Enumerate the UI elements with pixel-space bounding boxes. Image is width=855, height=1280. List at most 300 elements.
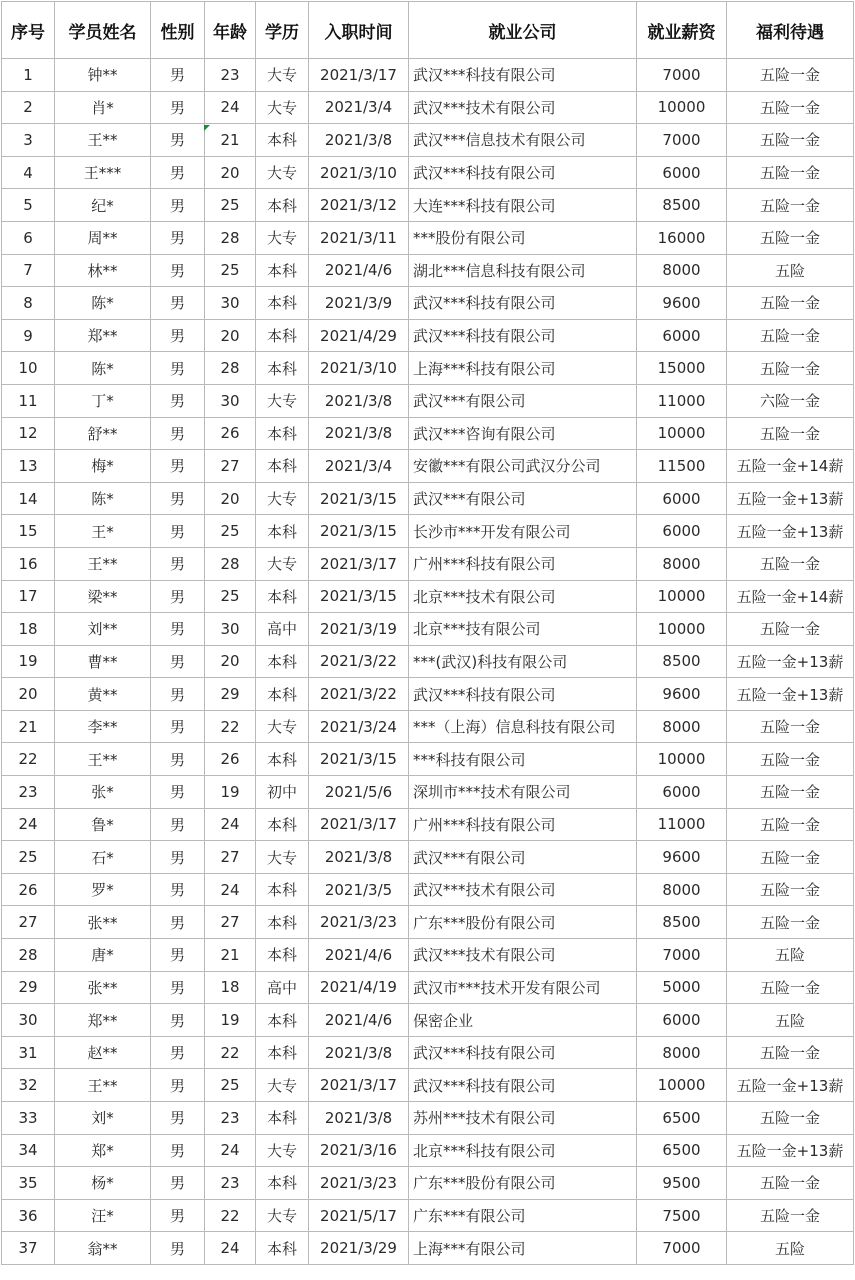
cell-education[interactable]: 本科 bbox=[256, 873, 309, 906]
cell-gender[interactable]: 男 bbox=[151, 59, 205, 92]
cell-salary[interactable]: 10000 bbox=[637, 417, 727, 450]
cell-gender[interactable]: 男 bbox=[151, 808, 205, 841]
cell-company[interactable]: 武汉***科技有限公司 bbox=[409, 59, 637, 92]
cell-benefits[interactable]: 五险一金 bbox=[727, 417, 854, 450]
cell-education[interactable]: 大专 bbox=[256, 156, 309, 189]
cell-student-name[interactable]: 鲁* bbox=[55, 808, 151, 841]
cell-serial-number[interactable]: 26 bbox=[2, 873, 55, 906]
cell-benefits[interactable]: 五险一金 bbox=[727, 1036, 854, 1069]
cell-age[interactable]: 24 bbox=[205, 1232, 256, 1265]
cell-education[interactable]: 本科 bbox=[256, 319, 309, 352]
cell-age[interactable]: 19 bbox=[205, 1004, 256, 1037]
cell-age[interactable]: 18 bbox=[205, 971, 256, 1004]
cell-gender[interactable]: 男 bbox=[151, 710, 205, 743]
cell-gender[interactable]: 男 bbox=[151, 873, 205, 906]
cell-education[interactable]: 大专 bbox=[256, 1069, 309, 1102]
cell-student-name[interactable]: 舒** bbox=[55, 417, 151, 450]
cell-salary[interactable]: 9600 bbox=[637, 841, 727, 874]
cell-education[interactable]: 大专 bbox=[256, 841, 309, 874]
cell-education[interactable]: 高中 bbox=[256, 971, 309, 1004]
cell-hire-date[interactable]: 2021/3/10 bbox=[309, 156, 409, 189]
cell-serial-number[interactable]: 9 bbox=[2, 319, 55, 352]
cell-gender[interactable]: 男 bbox=[151, 971, 205, 1004]
cell-company[interactable]: 北京***科技有限公司 bbox=[409, 1134, 637, 1167]
cell-student-name[interactable]: 郑* bbox=[55, 1134, 151, 1167]
cell-company[interactable]: ***股份有限公司 bbox=[409, 221, 637, 254]
cell-benefits[interactable]: 五险一金 bbox=[727, 1167, 854, 1200]
cell-salary[interactable]: 7500 bbox=[637, 1199, 727, 1232]
cell-company[interactable]: 武汉***有限公司 bbox=[409, 482, 637, 515]
cell-salary[interactable]: 9500 bbox=[637, 1167, 727, 1200]
cell-company[interactable]: 武汉***有限公司 bbox=[409, 841, 637, 874]
cell-education[interactable]: 本科 bbox=[256, 1167, 309, 1200]
cell-benefits[interactable]: 五险 bbox=[727, 1004, 854, 1037]
cell-company[interactable]: 广东***有限公司 bbox=[409, 1199, 637, 1232]
cell-hire-date[interactable]: 2021/3/23 bbox=[309, 1167, 409, 1200]
cell-education[interactable]: 本科 bbox=[256, 580, 309, 613]
cell-age[interactable]: 24 bbox=[205, 1134, 256, 1167]
cell-education[interactable]: 大专 bbox=[256, 59, 309, 92]
cell-age[interactable]: 21 bbox=[205, 124, 256, 157]
cell-salary[interactable]: 15000 bbox=[637, 352, 727, 385]
cell-gender[interactable]: 男 bbox=[151, 221, 205, 254]
cell-serial-number[interactable]: 5 bbox=[2, 189, 55, 222]
cell-hire-date[interactable]: 2021/4/19 bbox=[309, 971, 409, 1004]
cell-hire-date[interactable]: 2021/3/8 bbox=[309, 1102, 409, 1135]
cell-gender[interactable]: 男 bbox=[151, 743, 205, 776]
cell-age[interactable]: 28 bbox=[205, 352, 256, 385]
cell-hire-date[interactable]: 2021/3/24 bbox=[309, 710, 409, 743]
cell-education[interactable]: 大专 bbox=[256, 1134, 309, 1167]
cell-benefits[interactable]: 五险一金 bbox=[727, 221, 854, 254]
cell-hire-date[interactable]: 2021/3/8 bbox=[309, 841, 409, 874]
cell-education[interactable]: 初中 bbox=[256, 776, 309, 809]
cell-company[interactable]: 长沙市***开发有限公司 bbox=[409, 515, 637, 548]
cell-education[interactable]: 本科 bbox=[256, 352, 309, 385]
cell-gender[interactable]: 男 bbox=[151, 482, 205, 515]
cell-age[interactable]: 21 bbox=[205, 939, 256, 972]
cell-salary[interactable]: 11500 bbox=[637, 450, 727, 483]
cell-company[interactable]: 大连***科技有限公司 bbox=[409, 189, 637, 222]
cell-salary[interactable]: 10000 bbox=[637, 743, 727, 776]
cell-company[interactable]: 武汉***科技有限公司 bbox=[409, 678, 637, 711]
cell-benefits[interactable]: 五险一金 bbox=[727, 971, 854, 1004]
cell-hire-date[interactable]: 2021/3/19 bbox=[309, 613, 409, 646]
cell-age[interactable]: 23 bbox=[205, 1167, 256, 1200]
cell-salary[interactable]: 5000 bbox=[637, 971, 727, 1004]
cell-company[interactable]: 深圳市***技术有限公司 bbox=[409, 776, 637, 809]
cell-student-name[interactable]: 王*** bbox=[55, 156, 151, 189]
cell-serial-number[interactable]: 37 bbox=[2, 1232, 55, 1265]
cell-age[interactable]: 24 bbox=[205, 873, 256, 906]
cell-benefits[interactable]: 五险一金 bbox=[727, 873, 854, 906]
cell-salary[interactable]: 10000 bbox=[637, 613, 727, 646]
cell-company[interactable]: 武汉***科技有限公司 bbox=[409, 319, 637, 352]
cell-salary[interactable]: 6500 bbox=[637, 1102, 727, 1135]
cell-benefits[interactable]: 五险一金 bbox=[727, 156, 854, 189]
cell-student-name[interactable]: 王* bbox=[55, 515, 151, 548]
cell-benefits[interactable]: 五险 bbox=[727, 1232, 854, 1265]
cell-gender[interactable]: 男 bbox=[151, 613, 205, 646]
cell-benefits[interactable]: 五险一金 bbox=[727, 776, 854, 809]
cell-benefits[interactable]: 六险一金 bbox=[727, 384, 854, 417]
cell-company[interactable]: 武汉***科技有限公司 bbox=[409, 1036, 637, 1069]
cell-serial-number[interactable]: 4 bbox=[2, 156, 55, 189]
header-education[interactable]: 学历 bbox=[256, 2, 309, 59]
cell-serial-number[interactable]: 20 bbox=[2, 678, 55, 711]
cell-hire-date[interactable]: 2021/3/8 bbox=[309, 124, 409, 157]
cell-education[interactable]: 大专 bbox=[256, 547, 309, 580]
cell-serial-number[interactable]: 8 bbox=[2, 287, 55, 320]
cell-hire-date[interactable]: 2021/3/15 bbox=[309, 580, 409, 613]
cell-salary[interactable]: 6000 bbox=[637, 482, 727, 515]
cell-age[interactable]: 23 bbox=[205, 1102, 256, 1135]
cell-student-name[interactable]: 钟** bbox=[55, 59, 151, 92]
cell-serial-number[interactable]: 31 bbox=[2, 1036, 55, 1069]
cell-gender[interactable]: 男 bbox=[151, 124, 205, 157]
cell-gender[interactable]: 男 bbox=[151, 1134, 205, 1167]
cell-gender[interactable]: 男 bbox=[151, 547, 205, 580]
cell-age[interactable]: 25 bbox=[205, 254, 256, 287]
cell-salary[interactable]: 11000 bbox=[637, 808, 727, 841]
cell-company[interactable]: 北京***技有限公司 bbox=[409, 613, 637, 646]
cell-gender[interactable]: 男 bbox=[151, 939, 205, 972]
cell-company[interactable]: ***科技有限公司 bbox=[409, 743, 637, 776]
cell-gender[interactable]: 男 bbox=[151, 645, 205, 678]
cell-hire-date[interactable]: 2021/3/15 bbox=[309, 743, 409, 776]
cell-student-name[interactable]: 梅* bbox=[55, 450, 151, 483]
cell-education[interactable]: 大专 bbox=[256, 1199, 309, 1232]
cell-age[interactable]: 25 bbox=[205, 1069, 256, 1102]
cell-salary[interactable]: 7000 bbox=[637, 59, 727, 92]
cell-serial-number[interactable]: 10 bbox=[2, 352, 55, 385]
header-benefits[interactable]: 福利待遇 bbox=[727, 2, 854, 59]
cell-age[interactable]: 29 bbox=[205, 678, 256, 711]
header-student-name[interactable]: 学员姓名 bbox=[55, 2, 151, 59]
cell-serial-number[interactable]: 21 bbox=[2, 710, 55, 743]
cell-salary[interactable]: 16000 bbox=[637, 221, 727, 254]
cell-serial-number[interactable]: 24 bbox=[2, 808, 55, 841]
cell-age[interactable]: 25 bbox=[205, 189, 256, 222]
header-gender[interactable]: 性别 bbox=[151, 2, 205, 59]
cell-company[interactable]: 武汉***有限公司 bbox=[409, 384, 637, 417]
cell-company[interactable]: 武汉***科技有限公司 bbox=[409, 156, 637, 189]
cell-student-name[interactable]: 张** bbox=[55, 971, 151, 1004]
cell-hire-date[interactable]: 2021/5/6 bbox=[309, 776, 409, 809]
cell-education[interactable]: 本科 bbox=[256, 1004, 309, 1037]
cell-benefits[interactable]: 五险一金+13薪 bbox=[727, 482, 854, 515]
cell-company[interactable]: ***(武汉)科技有限公司 bbox=[409, 645, 637, 678]
cell-student-name[interactable]: 李** bbox=[55, 710, 151, 743]
cell-gender[interactable]: 男 bbox=[151, 1199, 205, 1232]
cell-salary[interactable]: 6000 bbox=[637, 776, 727, 809]
cell-benefits[interactable]: 五险一金 bbox=[727, 710, 854, 743]
cell-education[interactable]: 本科 bbox=[256, 450, 309, 483]
cell-benefits[interactable]: 五险一金 bbox=[727, 613, 854, 646]
cell-student-name[interactable]: 张* bbox=[55, 776, 151, 809]
header-salary[interactable]: 就业薪资 bbox=[637, 2, 727, 59]
cell-age[interactable]: 22 bbox=[205, 1036, 256, 1069]
cell-hire-date[interactable]: 2021/3/5 bbox=[309, 873, 409, 906]
cell-benefits[interactable]: 五险一金 bbox=[727, 59, 854, 92]
cell-salary[interactable]: 10000 bbox=[637, 580, 727, 613]
cell-student-name[interactable]: 罗* bbox=[55, 873, 151, 906]
cell-benefits[interactable]: 五险一金 bbox=[727, 189, 854, 222]
cell-student-name[interactable]: 周** bbox=[55, 221, 151, 254]
cell-student-name[interactable]: 杨* bbox=[55, 1167, 151, 1200]
cell-education[interactable]: 本科 bbox=[256, 1036, 309, 1069]
cell-education[interactable]: 本科 bbox=[256, 678, 309, 711]
cell-company[interactable]: 武汉***技术有限公司 bbox=[409, 873, 637, 906]
cell-serial-number[interactable]: 23 bbox=[2, 776, 55, 809]
cell-benefits[interactable]: 五险 bbox=[727, 254, 854, 287]
cell-gender[interactable]: 男 bbox=[151, 319, 205, 352]
cell-company[interactable]: 广州***科技有限公司 bbox=[409, 808, 637, 841]
cell-benefits[interactable]: 五险一金+14薪 bbox=[727, 580, 854, 613]
cell-salary[interactable]: 8000 bbox=[637, 1036, 727, 1069]
cell-serial-number[interactable]: 1 bbox=[2, 59, 55, 92]
cell-salary[interactable]: 8500 bbox=[637, 906, 727, 939]
cell-age[interactable]: 24 bbox=[205, 91, 256, 124]
cell-serial-number[interactable]: 32 bbox=[2, 1069, 55, 1102]
cell-serial-number[interactable]: 30 bbox=[2, 1004, 55, 1037]
cell-benefits[interactable]: 五险一金 bbox=[727, 91, 854, 124]
cell-student-name[interactable]: 黄** bbox=[55, 678, 151, 711]
cell-hire-date[interactable]: 2021/4/6 bbox=[309, 254, 409, 287]
cell-education[interactable]: 大专 bbox=[256, 384, 309, 417]
cell-hire-date[interactable]: 2021/3/8 bbox=[309, 1036, 409, 1069]
cell-serial-number[interactable]: 27 bbox=[2, 906, 55, 939]
cell-salary[interactable]: 8500 bbox=[637, 645, 727, 678]
cell-gender[interactable]: 男 bbox=[151, 841, 205, 874]
cell-company[interactable]: 武汉***科技有限公司 bbox=[409, 287, 637, 320]
cell-benefits[interactable]: 五险一金 bbox=[727, 319, 854, 352]
cell-gender[interactable]: 男 bbox=[151, 1167, 205, 1200]
cell-serial-number[interactable]: 11 bbox=[2, 384, 55, 417]
header-company[interactable]: 就业公司 bbox=[409, 2, 637, 59]
cell-education[interactable]: 本科 bbox=[256, 124, 309, 157]
cell-salary[interactable]: 6500 bbox=[637, 1134, 727, 1167]
cell-age[interactable]: 20 bbox=[205, 319, 256, 352]
cell-benefits[interactable]: 五险一金+14薪 bbox=[727, 450, 854, 483]
cell-education[interactable]: 本科 bbox=[256, 1232, 309, 1265]
cell-salary[interactable]: 7000 bbox=[637, 939, 727, 972]
cell-student-name[interactable]: 石* bbox=[55, 841, 151, 874]
cell-gender[interactable]: 男 bbox=[151, 1004, 205, 1037]
cell-serial-number[interactable]: 25 bbox=[2, 841, 55, 874]
cell-student-name[interactable]: 王** bbox=[55, 547, 151, 580]
cell-student-name[interactable]: 郑** bbox=[55, 319, 151, 352]
cell-company[interactable]: 武汉***技术有限公司 bbox=[409, 939, 637, 972]
cell-student-name[interactable]: 王** bbox=[55, 1069, 151, 1102]
cell-benefits[interactable]: 五险一金 bbox=[727, 906, 854, 939]
cell-education[interactable]: 本科 bbox=[256, 417, 309, 450]
cell-age[interactable]: 19 bbox=[205, 776, 256, 809]
cell-salary[interactable]: 8500 bbox=[637, 189, 727, 222]
cell-benefits[interactable]: 五险一金 bbox=[727, 743, 854, 776]
cell-company[interactable]: 武汉***科技有限公司 bbox=[409, 1069, 637, 1102]
cell-company[interactable]: 广州***科技有限公司 bbox=[409, 547, 637, 580]
cell-serial-number[interactable]: 19 bbox=[2, 645, 55, 678]
cell-hire-date[interactable]: 2021/4/6 bbox=[309, 939, 409, 972]
cell-student-name[interactable]: 赵** bbox=[55, 1036, 151, 1069]
cell-salary[interactable]: 10000 bbox=[637, 91, 727, 124]
cell-company[interactable]: 武汉***信息技术有限公司 bbox=[409, 124, 637, 157]
cell-salary[interactable]: 8000 bbox=[637, 254, 727, 287]
cell-serial-number[interactable]: 7 bbox=[2, 254, 55, 287]
cell-serial-number[interactable]: 18 bbox=[2, 613, 55, 646]
cell-student-name[interactable]: 翁** bbox=[55, 1232, 151, 1265]
cell-education[interactable]: 本科 bbox=[256, 1102, 309, 1135]
cell-student-name[interactable]: 梁** bbox=[55, 580, 151, 613]
cell-age[interactable]: 30 bbox=[205, 613, 256, 646]
cell-gender[interactable]: 男 bbox=[151, 515, 205, 548]
cell-serial-number[interactable]: 16 bbox=[2, 547, 55, 580]
cell-gender[interactable]: 男 bbox=[151, 91, 205, 124]
cell-student-name[interactable]: 纪* bbox=[55, 189, 151, 222]
cell-salary[interactable]: 11000 bbox=[637, 384, 727, 417]
cell-education[interactable]: 本科 bbox=[256, 515, 309, 548]
cell-student-name[interactable]: 陈* bbox=[55, 287, 151, 320]
cell-serial-number[interactable]: 22 bbox=[2, 743, 55, 776]
cell-serial-number[interactable]: 6 bbox=[2, 221, 55, 254]
cell-benefits[interactable]: 五险一金 bbox=[727, 352, 854, 385]
cell-hire-date[interactable]: 2021/3/23 bbox=[309, 906, 409, 939]
cell-benefits[interactable]: 五险一金 bbox=[727, 547, 854, 580]
cell-benefits[interactable]: 五险 bbox=[727, 939, 854, 972]
cell-age[interactable]: 23 bbox=[205, 59, 256, 92]
cell-hire-date[interactable]: 2021/3/11 bbox=[309, 221, 409, 254]
cell-age[interactable]: 22 bbox=[205, 1199, 256, 1232]
cell-age[interactable]: 27 bbox=[205, 906, 256, 939]
cell-education[interactable]: 本科 bbox=[256, 906, 309, 939]
cell-benefits[interactable]: 五险一金+13薪 bbox=[727, 1069, 854, 1102]
cell-serial-number[interactable]: 15 bbox=[2, 515, 55, 548]
cell-salary[interactable]: 7000 bbox=[637, 124, 727, 157]
cell-gender[interactable]: 男 bbox=[151, 450, 205, 483]
cell-serial-number[interactable]: 3 bbox=[2, 124, 55, 157]
cell-hire-date[interactable]: 2021/3/22 bbox=[309, 678, 409, 711]
cell-gender[interactable]: 男 bbox=[151, 384, 205, 417]
cell-salary[interactable]: 7000 bbox=[637, 1232, 727, 1265]
cell-company[interactable]: 武汉***咨询有限公司 bbox=[409, 417, 637, 450]
cell-student-name[interactable]: 王** bbox=[55, 124, 151, 157]
cell-benefits[interactable]: 五险一金+13薪 bbox=[727, 1134, 854, 1167]
cell-hire-date[interactable]: 2021/3/17 bbox=[309, 547, 409, 580]
cell-gender[interactable]: 男 bbox=[151, 776, 205, 809]
cell-serial-number[interactable]: 35 bbox=[2, 1167, 55, 1200]
cell-gender[interactable]: 男 bbox=[151, 1232, 205, 1265]
cell-hire-date[interactable]: 2021/3/15 bbox=[309, 515, 409, 548]
cell-company[interactable]: 上海***有限公司 bbox=[409, 1232, 637, 1265]
cell-education[interactable]: 高中 bbox=[256, 613, 309, 646]
cell-salary[interactable]: 6000 bbox=[637, 156, 727, 189]
cell-student-name[interactable]: 刘* bbox=[55, 1102, 151, 1135]
cell-gender[interactable]: 男 bbox=[151, 1036, 205, 1069]
cell-serial-number[interactable]: 17 bbox=[2, 580, 55, 613]
cell-company[interactable]: 广东***股份有限公司 bbox=[409, 1167, 637, 1200]
cell-age[interactable]: 25 bbox=[205, 515, 256, 548]
cell-hire-date[interactable]: 2021/3/10 bbox=[309, 352, 409, 385]
cell-student-name[interactable]: 王** bbox=[55, 743, 151, 776]
cell-gender[interactable]: 男 bbox=[151, 417, 205, 450]
cell-salary[interactable]: 8000 bbox=[637, 873, 727, 906]
cell-gender[interactable]: 男 bbox=[151, 156, 205, 189]
cell-hire-date[interactable]: 2021/3/16 bbox=[309, 1134, 409, 1167]
cell-student-name[interactable]: 曹** bbox=[55, 645, 151, 678]
header-serial-number[interactable]: 序号 bbox=[2, 2, 55, 59]
cell-student-name[interactable]: 汪* bbox=[55, 1199, 151, 1232]
cell-salary[interactable]: 6000 bbox=[637, 515, 727, 548]
cell-age[interactable]: 25 bbox=[205, 580, 256, 613]
cell-company[interactable]: ***（上海）信息科技有限公司 bbox=[409, 710, 637, 743]
header-age[interactable]: 年龄 bbox=[205, 2, 256, 59]
cell-age[interactable]: 20 bbox=[205, 645, 256, 678]
cell-age[interactable]: 26 bbox=[205, 417, 256, 450]
comment-marker-icon[interactable] bbox=[204, 125, 210, 131]
cell-student-name[interactable]: 陈* bbox=[55, 352, 151, 385]
cell-student-name[interactable]: 张** bbox=[55, 906, 151, 939]
cell-gender[interactable]: 男 bbox=[151, 1102, 205, 1135]
cell-student-name[interactable]: 刘** bbox=[55, 613, 151, 646]
cell-gender[interactable]: 男 bbox=[151, 580, 205, 613]
cell-hire-date[interactable]: 2021/3/12 bbox=[309, 189, 409, 222]
cell-age[interactable]: 26 bbox=[205, 743, 256, 776]
cell-hire-date[interactable]: 2021/4/29 bbox=[309, 319, 409, 352]
cell-age[interactable]: 22 bbox=[205, 710, 256, 743]
cell-hire-date[interactable]: 2021/3/8 bbox=[309, 384, 409, 417]
cell-benefits[interactable]: 五险一金 bbox=[727, 808, 854, 841]
cell-company[interactable]: 武汉***技术有限公司 bbox=[409, 91, 637, 124]
cell-education[interactable]: 本科 bbox=[256, 189, 309, 222]
cell-age[interactable]: 27 bbox=[205, 450, 256, 483]
cell-serial-number[interactable]: 13 bbox=[2, 450, 55, 483]
cell-education[interactable]: 大专 bbox=[256, 221, 309, 254]
cell-student-name[interactable]: 林** bbox=[55, 254, 151, 287]
cell-company[interactable]: 湖北***信息科技有限公司 bbox=[409, 254, 637, 287]
cell-gender[interactable]: 男 bbox=[151, 189, 205, 222]
cell-hire-date[interactable]: 2021/3/22 bbox=[309, 645, 409, 678]
cell-hire-date[interactable]: 2021/3/4 bbox=[309, 450, 409, 483]
cell-gender[interactable]: 男 bbox=[151, 287, 205, 320]
cell-age[interactable]: 24 bbox=[205, 808, 256, 841]
cell-education[interactable]: 本科 bbox=[256, 808, 309, 841]
cell-salary[interactable]: 9600 bbox=[637, 287, 727, 320]
cell-serial-number[interactable]: 2 bbox=[2, 91, 55, 124]
cell-gender[interactable]: 男 bbox=[151, 1069, 205, 1102]
cell-company[interactable]: 武汉市***技术开发有限公司 bbox=[409, 971, 637, 1004]
cell-education[interactable]: 本科 bbox=[256, 645, 309, 678]
cell-student-name[interactable]: 唐* bbox=[55, 939, 151, 972]
cell-serial-number[interactable]: 33 bbox=[2, 1102, 55, 1135]
cell-education[interactable]: 本科 bbox=[256, 254, 309, 287]
cell-hire-date[interactable]: 2021/4/6 bbox=[309, 1004, 409, 1037]
cell-benefits[interactable]: 五险一金 bbox=[727, 124, 854, 157]
cell-hire-date[interactable]: 2021/5/17 bbox=[309, 1199, 409, 1232]
cell-benefits[interactable]: 五险一金+13薪 bbox=[727, 515, 854, 548]
cell-benefits[interactable]: 五险一金 bbox=[727, 287, 854, 320]
cell-benefits[interactable]: 五险一金 bbox=[727, 1102, 854, 1135]
cell-company[interactable]: 上海***科技有限公司 bbox=[409, 352, 637, 385]
cell-gender[interactable]: 男 bbox=[151, 254, 205, 287]
cell-education[interactable]: 本科 bbox=[256, 287, 309, 320]
cell-age[interactable]: 20 bbox=[205, 156, 256, 189]
cell-serial-number[interactable]: 34 bbox=[2, 1134, 55, 1167]
cell-age[interactable]: 30 bbox=[205, 287, 256, 320]
cell-gender[interactable]: 男 bbox=[151, 678, 205, 711]
cell-hire-date[interactable]: 2021/3/8 bbox=[309, 417, 409, 450]
cell-company[interactable]: 广东***股份有限公司 bbox=[409, 906, 637, 939]
